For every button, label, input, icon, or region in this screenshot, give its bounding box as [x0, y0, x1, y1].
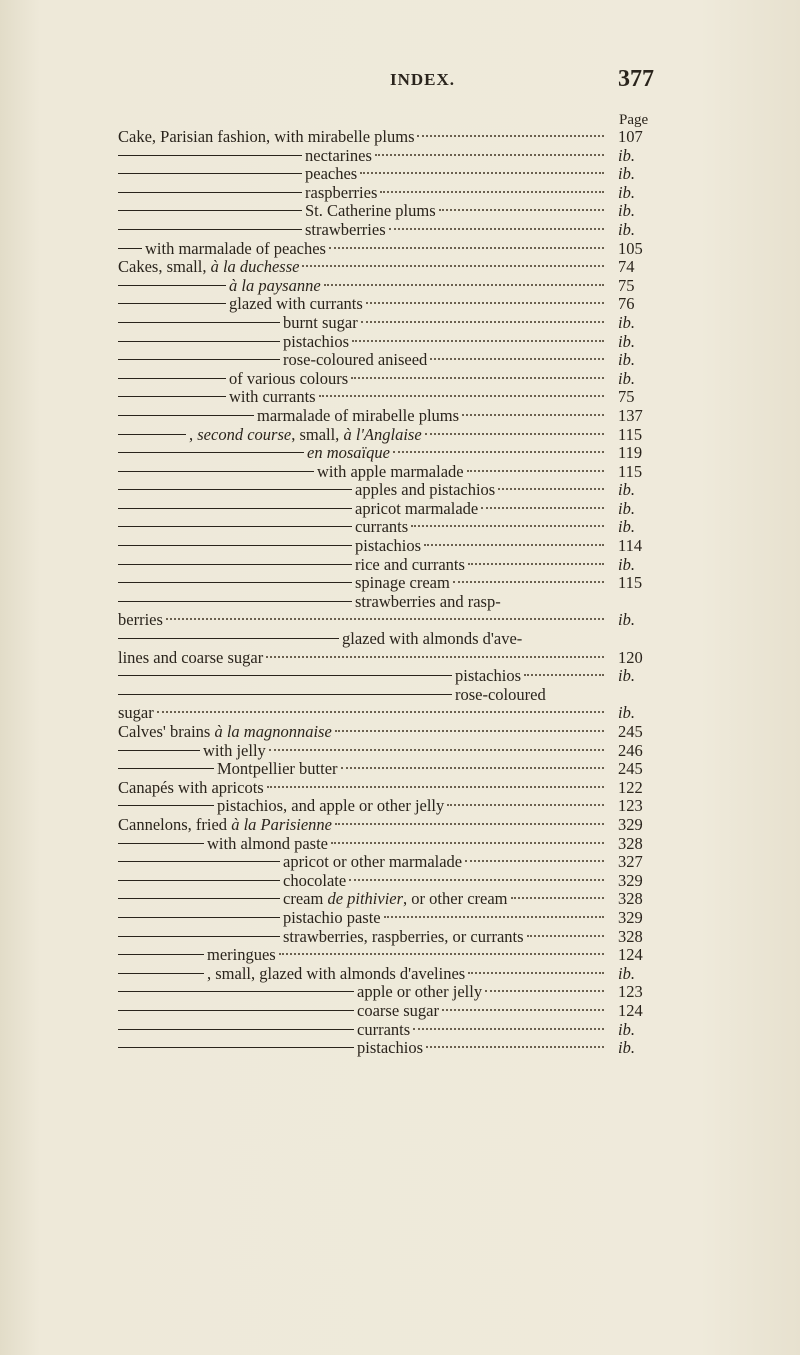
entry-text: apricot marmalade	[355, 498, 479, 518]
ditto-dash	[118, 582, 352, 583]
index-entry	[118, 351, 648, 370]
entry-page-number: 105	[618, 238, 643, 258]
ditto-dash	[118, 434, 186, 435]
entry-text: rice and currants	[355, 554, 465, 574]
ditto-dash	[118, 564, 352, 565]
index-entry	[118, 1021, 648, 1040]
ditto-dash	[118, 452, 304, 453]
index-entry	[118, 240, 648, 259]
entry-text: Cannelons, fried à la Parisienne	[118, 814, 333, 834]
ditto-dash	[118, 675, 452, 676]
entry-page-number: ib.	[618, 480, 635, 500]
entry-page-number: 107	[618, 127, 643, 146]
entry-text: with jelly	[203, 740, 266, 760]
entry-page-number: ib.	[618, 182, 635, 202]
entry-page-number: 115	[618, 424, 643, 444]
index-entry	[118, 1002, 648, 1021]
entry-page-number: ib.	[618, 554, 635, 574]
ditto-dash	[118, 192, 302, 193]
index-entry	[118, 649, 648, 668]
entry-text: en mosaïque	[307, 443, 390, 463]
index-entry	[118, 928, 648, 947]
entry-page-number: 329	[618, 870, 643, 890]
ditto-dash	[118, 396, 226, 397]
entry-page-number: 122	[618, 777, 643, 797]
index-entry	[118, 500, 648, 519]
ditto-dash	[118, 415, 254, 416]
entry-text: glazed with almonds d'ave-	[342, 629, 523, 649]
entry-page-number: ib.	[618, 219, 635, 239]
entry-text: strawberries and rasp-	[355, 591, 501, 611]
entry-text: with almond paste	[207, 833, 328, 853]
index-entry	[118, 965, 648, 984]
index-entry	[118, 611, 648, 630]
ditto-dash	[118, 303, 226, 304]
entry-page-number: 123	[618, 796, 643, 816]
ditto-dash	[118, 638, 339, 639]
index-entry	[118, 556, 648, 575]
entry-page-number: ib.	[618, 703, 635, 723]
entry-page-number: 245	[618, 722, 643, 741]
entry-text: , small, glazed with almonds d'avelines	[207, 963, 466, 983]
index-entry	[118, 872, 648, 891]
index-entry	[118, 407, 648, 426]
ditto-dash	[118, 471, 314, 472]
entry-page-number: ib.	[618, 666, 635, 686]
entry-page-number: ib.	[618, 368, 635, 388]
entry-text: glazed with currants	[229, 294, 363, 314]
index-entry	[118, 444, 648, 463]
index-entry	[118, 518, 648, 537]
entry-text: pistachios	[355, 536, 421, 556]
entry-page-number: 124	[618, 1000, 643, 1020]
entry-page-number: 115	[618, 461, 643, 481]
entry-text: currants	[355, 517, 409, 537]
entry-text: lines and coarse sugar	[118, 647, 264, 667]
ditto-dash	[118, 508, 352, 509]
ditto-dash	[118, 1029, 354, 1030]
ditto-dash	[118, 991, 354, 992]
entry-page-number: ib.	[618, 610, 635, 630]
index-entry	[118, 946, 648, 965]
entry-page-number: 328	[618, 833, 643, 853]
entry-text: with marmalade of peaches	[145, 238, 326, 258]
entry-page-number: ib.	[618, 1038, 635, 1058]
entry-text: pistachios	[357, 1038, 423, 1058]
entry-page-number: 119	[618, 443, 643, 463]
entry-text: pistachios	[283, 331, 349, 351]
entry-text: sugar	[118, 703, 154, 723]
entry-text: with apple marmalade	[317, 461, 464, 481]
ditto-dash	[118, 768, 214, 769]
entry-text: , second course, small, à l'Anglaise	[189, 424, 422, 444]
ditto-dash	[118, 917, 280, 918]
ditto-dash	[118, 805, 214, 806]
entry-text: raspberries	[305, 182, 378, 202]
entry-text: chocolate	[283, 870, 347, 890]
entry-text: marmalade of mirabelle plums	[257, 405, 460, 425]
index-entry	[118, 723, 648, 742]
entry-text: meringues	[207, 945, 276, 965]
entry-text: Calves' brains à la magnonnaise	[118, 722, 332, 741]
entry-text: St. Catherine plums	[305, 201, 436, 221]
page-number: 377	[618, 66, 654, 92]
entry-text: strawberries, raspberries, or currants	[283, 926, 524, 946]
entry-text: apple or other jelly	[357, 982, 483, 1002]
running-title: INDEX.	[390, 70, 456, 89]
ditto-dash	[118, 545, 352, 546]
index-entry	[118, 184, 648, 203]
entry-text: coarse sugar	[357, 1000, 440, 1020]
entry-page-number: 327	[618, 852, 643, 872]
entry-text: cream de pithivier, or other cream	[283, 889, 508, 909]
index-entry	[118, 258, 648, 277]
index-entry	[118, 853, 648, 872]
index-entry	[118, 537, 648, 556]
entry-page-number: ib.	[618, 350, 635, 370]
entry-text: nectarines	[305, 145, 372, 165]
ditto-dash	[118, 936, 280, 937]
index-entry	[118, 295, 648, 314]
entry-page-number: ib.	[618, 517, 635, 537]
entry-page-number: 75	[618, 387, 635, 407]
index-entry	[118, 742, 648, 761]
entry-page-number: ib.	[618, 145, 635, 165]
index-entry	[118, 481, 648, 500]
index-entry	[118, 333, 648, 352]
ditto-dash	[118, 359, 280, 360]
entry-page-number: 329	[618, 907, 643, 927]
entry-text: berries	[118, 610, 163, 630]
ditto-dash	[118, 898, 280, 899]
ditto-dash	[118, 378, 226, 379]
entry-text: Cakes, small, à la duchesse	[118, 257, 300, 277]
ditto-dash	[118, 601, 352, 602]
entry-page-number: 328	[618, 926, 643, 946]
ditto-dash	[118, 489, 352, 490]
entry-page-number: 123	[618, 982, 643, 1002]
index-entry	[118, 388, 648, 407]
ditto-dash	[118, 694, 452, 695]
entry-text: of various colours	[229, 368, 349, 388]
entry-text: pistachios, and apple or other jelly	[217, 796, 445, 816]
ditto-dash	[118, 1010, 354, 1011]
ditto-dash	[118, 173, 302, 174]
entry-page-number: 114	[618, 536, 643, 556]
index-entry	[118, 574, 648, 593]
entry-page-number: 120	[618, 647, 643, 667]
index-entry	[118, 221, 648, 240]
ditto-dash	[118, 210, 302, 211]
entry-page-number: 74	[618, 257, 635, 277]
ditto-dash	[118, 1047, 354, 1048]
entry-page-number: 245	[618, 759, 643, 779]
entry-text: currants	[357, 1019, 411, 1039]
index-entry	[118, 667, 648, 686]
index-entry	[118, 760, 648, 779]
index-entry	[118, 314, 648, 333]
entry-page-number: ib.	[618, 498, 635, 518]
index-entry	[118, 686, 648, 705]
entry-text: pistachio paste	[283, 907, 381, 927]
index-entry	[118, 202, 648, 221]
page-column-label: Page	[619, 112, 649, 128]
ditto-dash	[118, 285, 226, 286]
entry-page-number: ib.	[618, 312, 635, 332]
entry-page-number: ib.	[618, 201, 635, 221]
entry-text: rose-coloured	[455, 684, 546, 704]
index-entry	[118, 165, 648, 184]
ditto-dash	[118, 322, 280, 323]
index-entry	[118, 797, 648, 816]
index-entry	[118, 630, 648, 649]
ditto-dash	[118, 880, 280, 881]
index-entry	[118, 909, 648, 928]
entry-text: burnt sugar	[283, 312, 358, 332]
ditto-dash	[118, 973, 204, 974]
entry-text: à la paysanne	[229, 275, 321, 295]
index-entry	[118, 983, 648, 1002]
entry-text: peaches	[305, 164, 358, 184]
entry-page-number: 246	[618, 740, 643, 760]
index-entry	[118, 277, 648, 296]
entry-page-number: ib.	[618, 1019, 635, 1039]
entry-text: spinage cream	[355, 573, 450, 593]
index-entry	[118, 426, 648, 445]
index-entry	[118, 779, 648, 798]
index-entry	[118, 890, 648, 909]
ditto-dash	[118, 155, 302, 156]
index-entry	[118, 463, 648, 482]
entry-page-number: 76	[618, 294, 635, 314]
ditto-dash	[118, 341, 280, 342]
index-entry	[118, 370, 648, 389]
entry-page-number: 75	[618, 275, 635, 295]
entry-page-number: ib.	[618, 963, 635, 983]
entry-page-number: ib.	[618, 331, 635, 351]
page-header	[0, 66, 800, 96]
entry-page-number: ib.	[618, 164, 635, 184]
ditto-dash	[118, 526, 352, 527]
ditto-dash	[118, 750, 200, 751]
ditto-dash	[118, 229, 302, 230]
entry-text: Cake, Parisian fashion, with mirabelle plums	[118, 127, 415, 146]
index-entry	[118, 704, 648, 723]
index-entry	[118, 1039, 648, 1058]
index-entry	[118, 147, 648, 166]
index-entry	[118, 835, 648, 854]
entry-page-number: 328	[618, 889, 643, 909]
entry-text: rose-coloured aniseed	[283, 350, 428, 370]
index-entries	[118, 128, 648, 1058]
entry-page-number: 137	[618, 405, 643, 425]
index-entry	[118, 816, 648, 835]
ditto-dash	[118, 248, 142, 249]
ditto-dash	[118, 954, 204, 955]
ditto-dash	[118, 843, 204, 844]
entry-page-number: 329	[618, 814, 643, 834]
entry-text: Canapés with apricots	[118, 777, 264, 797]
entry-text: strawberries	[305, 219, 386, 239]
entry-text: apricot or other marmalade	[283, 852, 463, 872]
index-entry	[118, 593, 648, 612]
entry-page-number: 124	[618, 945, 643, 965]
entry-text: Montpellier butter	[217, 759, 338, 779]
ditto-dash	[118, 861, 280, 862]
entry-text: pistachios	[455, 666, 521, 686]
index-entry	[118, 128, 648, 147]
entry-page-number: 115	[618, 573, 643, 593]
entry-text: apples and pistachios	[355, 480, 496, 500]
entry-text: with currants	[229, 387, 316, 407]
